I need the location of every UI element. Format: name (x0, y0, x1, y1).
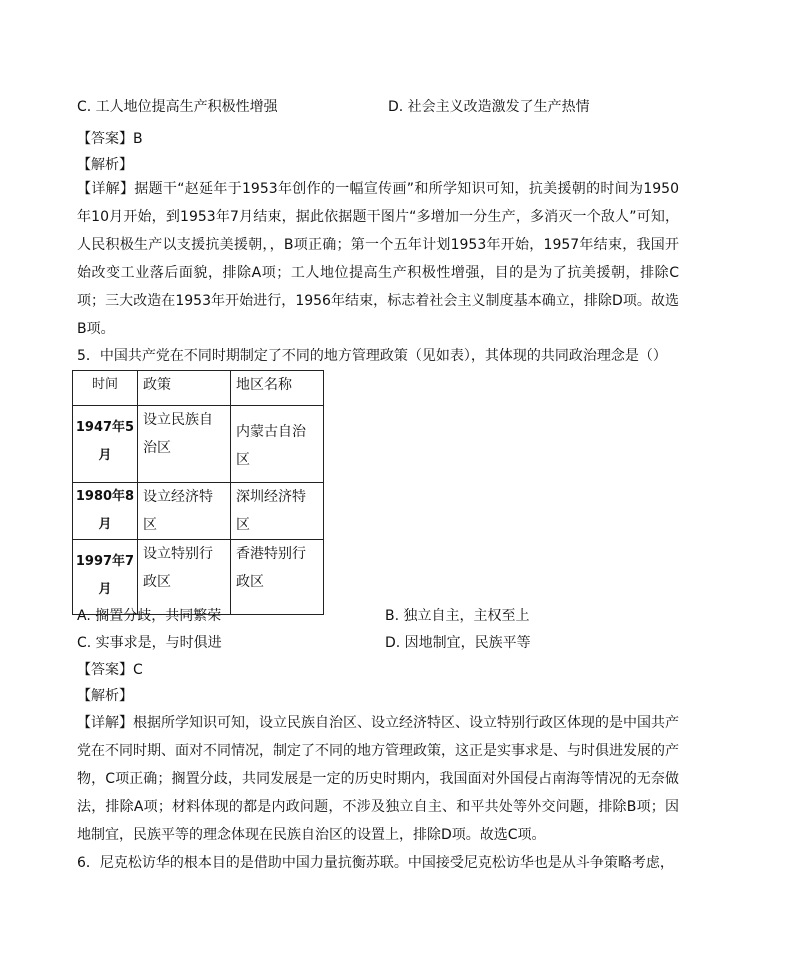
policy-table (72, 370, 324, 615)
table-row (73, 483, 324, 540)
header-time: 时间 (73, 371, 138, 406)
q4-answer: 【答案】B (77, 131, 143, 147)
table-header-row (73, 371, 324, 406)
q5-option-d: D. 因地制宜，民族平等 (385, 635, 531, 651)
q5-analysis-heading: 【解析】 (77, 688, 133, 704)
row-policy: 设立特别行政区 (138, 540, 231, 615)
row-region: 香港特别行政区 (231, 540, 324, 615)
q4-detail: 【详解】据题干“赵延年于1953年创作的一幅宣传画”和所学知识可知，抗美援朝的时间为1950年10月开始，到1953年7月结束，据此依据题干图片“多增加一分生产，多消灭一个敌人”可知，人民积极生产以支援抗美援朝，，B项正确；第一个五年计划1953年开始，1957年结束，我国开始改变工业落后面貌，排除A项；工人地位提高生产积极性增强，目的是为了抗美援朝，排除C项；三大改造在1953年开始进行，1956年结束，标志着社会主义制度基本确立，排除D项。故选B项。 (77, 181, 679, 337)
q4-option-d: D. 社会主义改造激发了生产热情 (388, 99, 590, 115)
q5-option-c: C. 实事求是，与时俱进 (77, 635, 222, 651)
row-region: 内蒙古自治区 (231, 406, 324, 483)
q5-question: 5．中国共产党在不同时期制定了不同的地方管理政策（见如表），其体现的共同政治理念是（） (77, 348, 667, 364)
q5-option-a: A. 搁置分歧，共同繁荣 (77, 608, 222, 624)
row-region: 深圳经济特区 (231, 483, 324, 540)
row-policy: 设立经济特区 (138, 483, 231, 540)
header-policy: 政策 (138, 371, 231, 406)
table-row (73, 540, 324, 615)
row-time: 1980年8月 (73, 483, 138, 540)
q5-answer: 【答案】C (77, 662, 143, 678)
q6-question: 6．尼克松访华的根本目的是借助中国力量抗衡苏联。中国接受尼克松访华也是从斗争策略考虑， (77, 855, 674, 871)
q5-detail: 【详解】根据所学知识可知，设立民族自治区、设立经济特区、设立特别行政区体现的是中国共产党在不同时期、面对不同情况，制定了不同的地方管理政策，这正是实事求是、与时俱进发展的产物，C项正确；搁置分歧，共同发展是一定的历史时期内，我国面对外国侵占南海等情况的无奈做法，排除A项；材料体现的都是内政问题，不涉及独立自主、和平共处等外交问题，排除B项；因地制宜，民族平等的理念体现在民族自治区的设置上，排除D项。故选C项。 (77, 715, 679, 843)
q5-option-b: B. 独立自主，主权至上 (385, 608, 530, 624)
table-row (73, 406, 324, 483)
row-time: 1947年5月 (73, 406, 138, 483)
q4-option-c: C. 工人地位提高生产积极性增强 (77, 99, 278, 115)
row-policy: 设立民族自治区 (138, 406, 231, 483)
header-region: 地区名称 (231, 371, 324, 406)
row-time: 1997年7月 (73, 540, 138, 615)
q4-analysis-heading: 【解析】 (77, 157, 133, 173)
